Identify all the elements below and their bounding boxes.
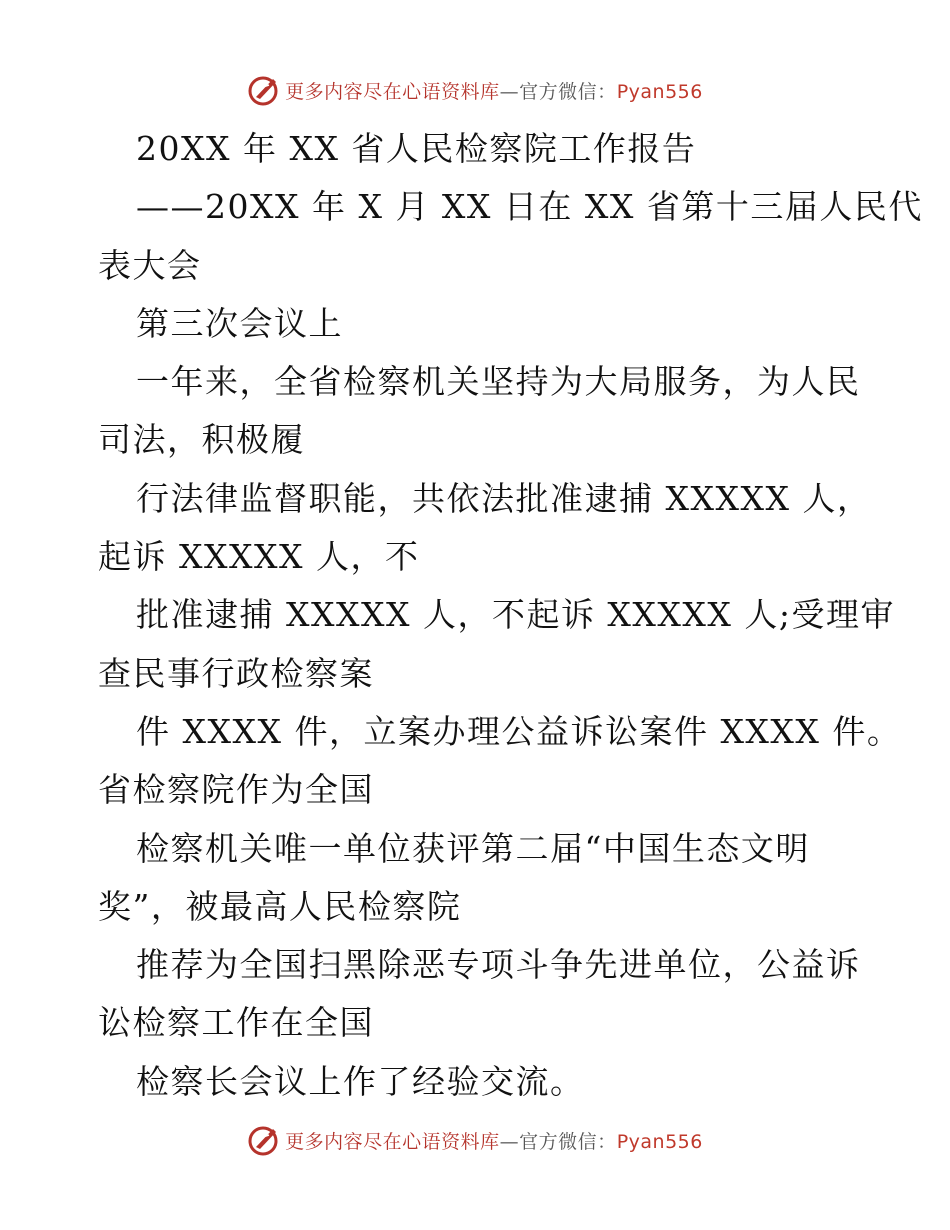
text-line: 一年来，全省检察机关坚持为大局服务，为人民 — [136, 362, 861, 402]
banner-official: 官方微信： — [519, 80, 617, 103]
text-line: 检察机关唯一单位获评第二届“中国生态文明 — [136, 828, 810, 868]
text-line: 表大会 — [98, 245, 202, 285]
text-line: 件 XXXX 件，立案办理公益诉讼案件 XXXX 件。 — [136, 711, 902, 751]
banner-separator: — — [499, 80, 520, 103]
banner-text — [285, 77, 703, 104]
banner-separator: — — [499, 1130, 520, 1153]
text-line: 起诉 XXXXX 人，不 — [98, 537, 420, 577]
text-line: 奖”，被最高人民检察院 — [98, 886, 462, 926]
text-line: 行法律监督职能，共依法批准逮捕 XXXXX 人， — [136, 478, 872, 518]
text-line: 推荐为全国扫黑除恶专项斗争先进单位，公益诉 — [136, 945, 861, 985]
quill-logo-icon — [247, 73, 281, 107]
banner-official: 官方微信： — [519, 1130, 617, 1153]
banner-wechat-id: Pyan556 — [616, 1130, 703, 1153]
text-line: 查民事行政检察案 — [98, 653, 374, 693]
header-banner — [0, 70, 950, 110]
text-line: 第三次会议上 — [136, 303, 343, 343]
banner-text — [285, 1127, 703, 1154]
document-body — [98, 120, 923, 1111]
footer-banner — [0, 1120, 950, 1160]
text-line: 批准逮捕 XXXXX 人，不起诉 XXXXX 人;受理审 — [136, 595, 896, 635]
banner-wechat-id: Pyan556 — [616, 80, 703, 103]
text-line: 20XX 年 XX 省人民检察院工作报告 — [136, 129, 697, 168]
text-line: 司法，积极履 — [98, 420, 305, 460]
banner-brand: 更多内容尽在心语资料库 — [285, 1130, 500, 1153]
text-line: 讼检察工作在全国 — [98, 1003, 374, 1043]
text-line: ——20XX 年 X 月 XX 日在 XX 省第十三届人民代 — [136, 187, 923, 227]
text-line: 检察长会议上作了经验交流。 — [136, 1061, 585, 1101]
text-line: 省检察院作为全国 — [98, 770, 374, 810]
quill-logo-icon — [247, 1123, 281, 1157]
banner-brand: 更多内容尽在心语资料库 — [285, 80, 500, 103]
